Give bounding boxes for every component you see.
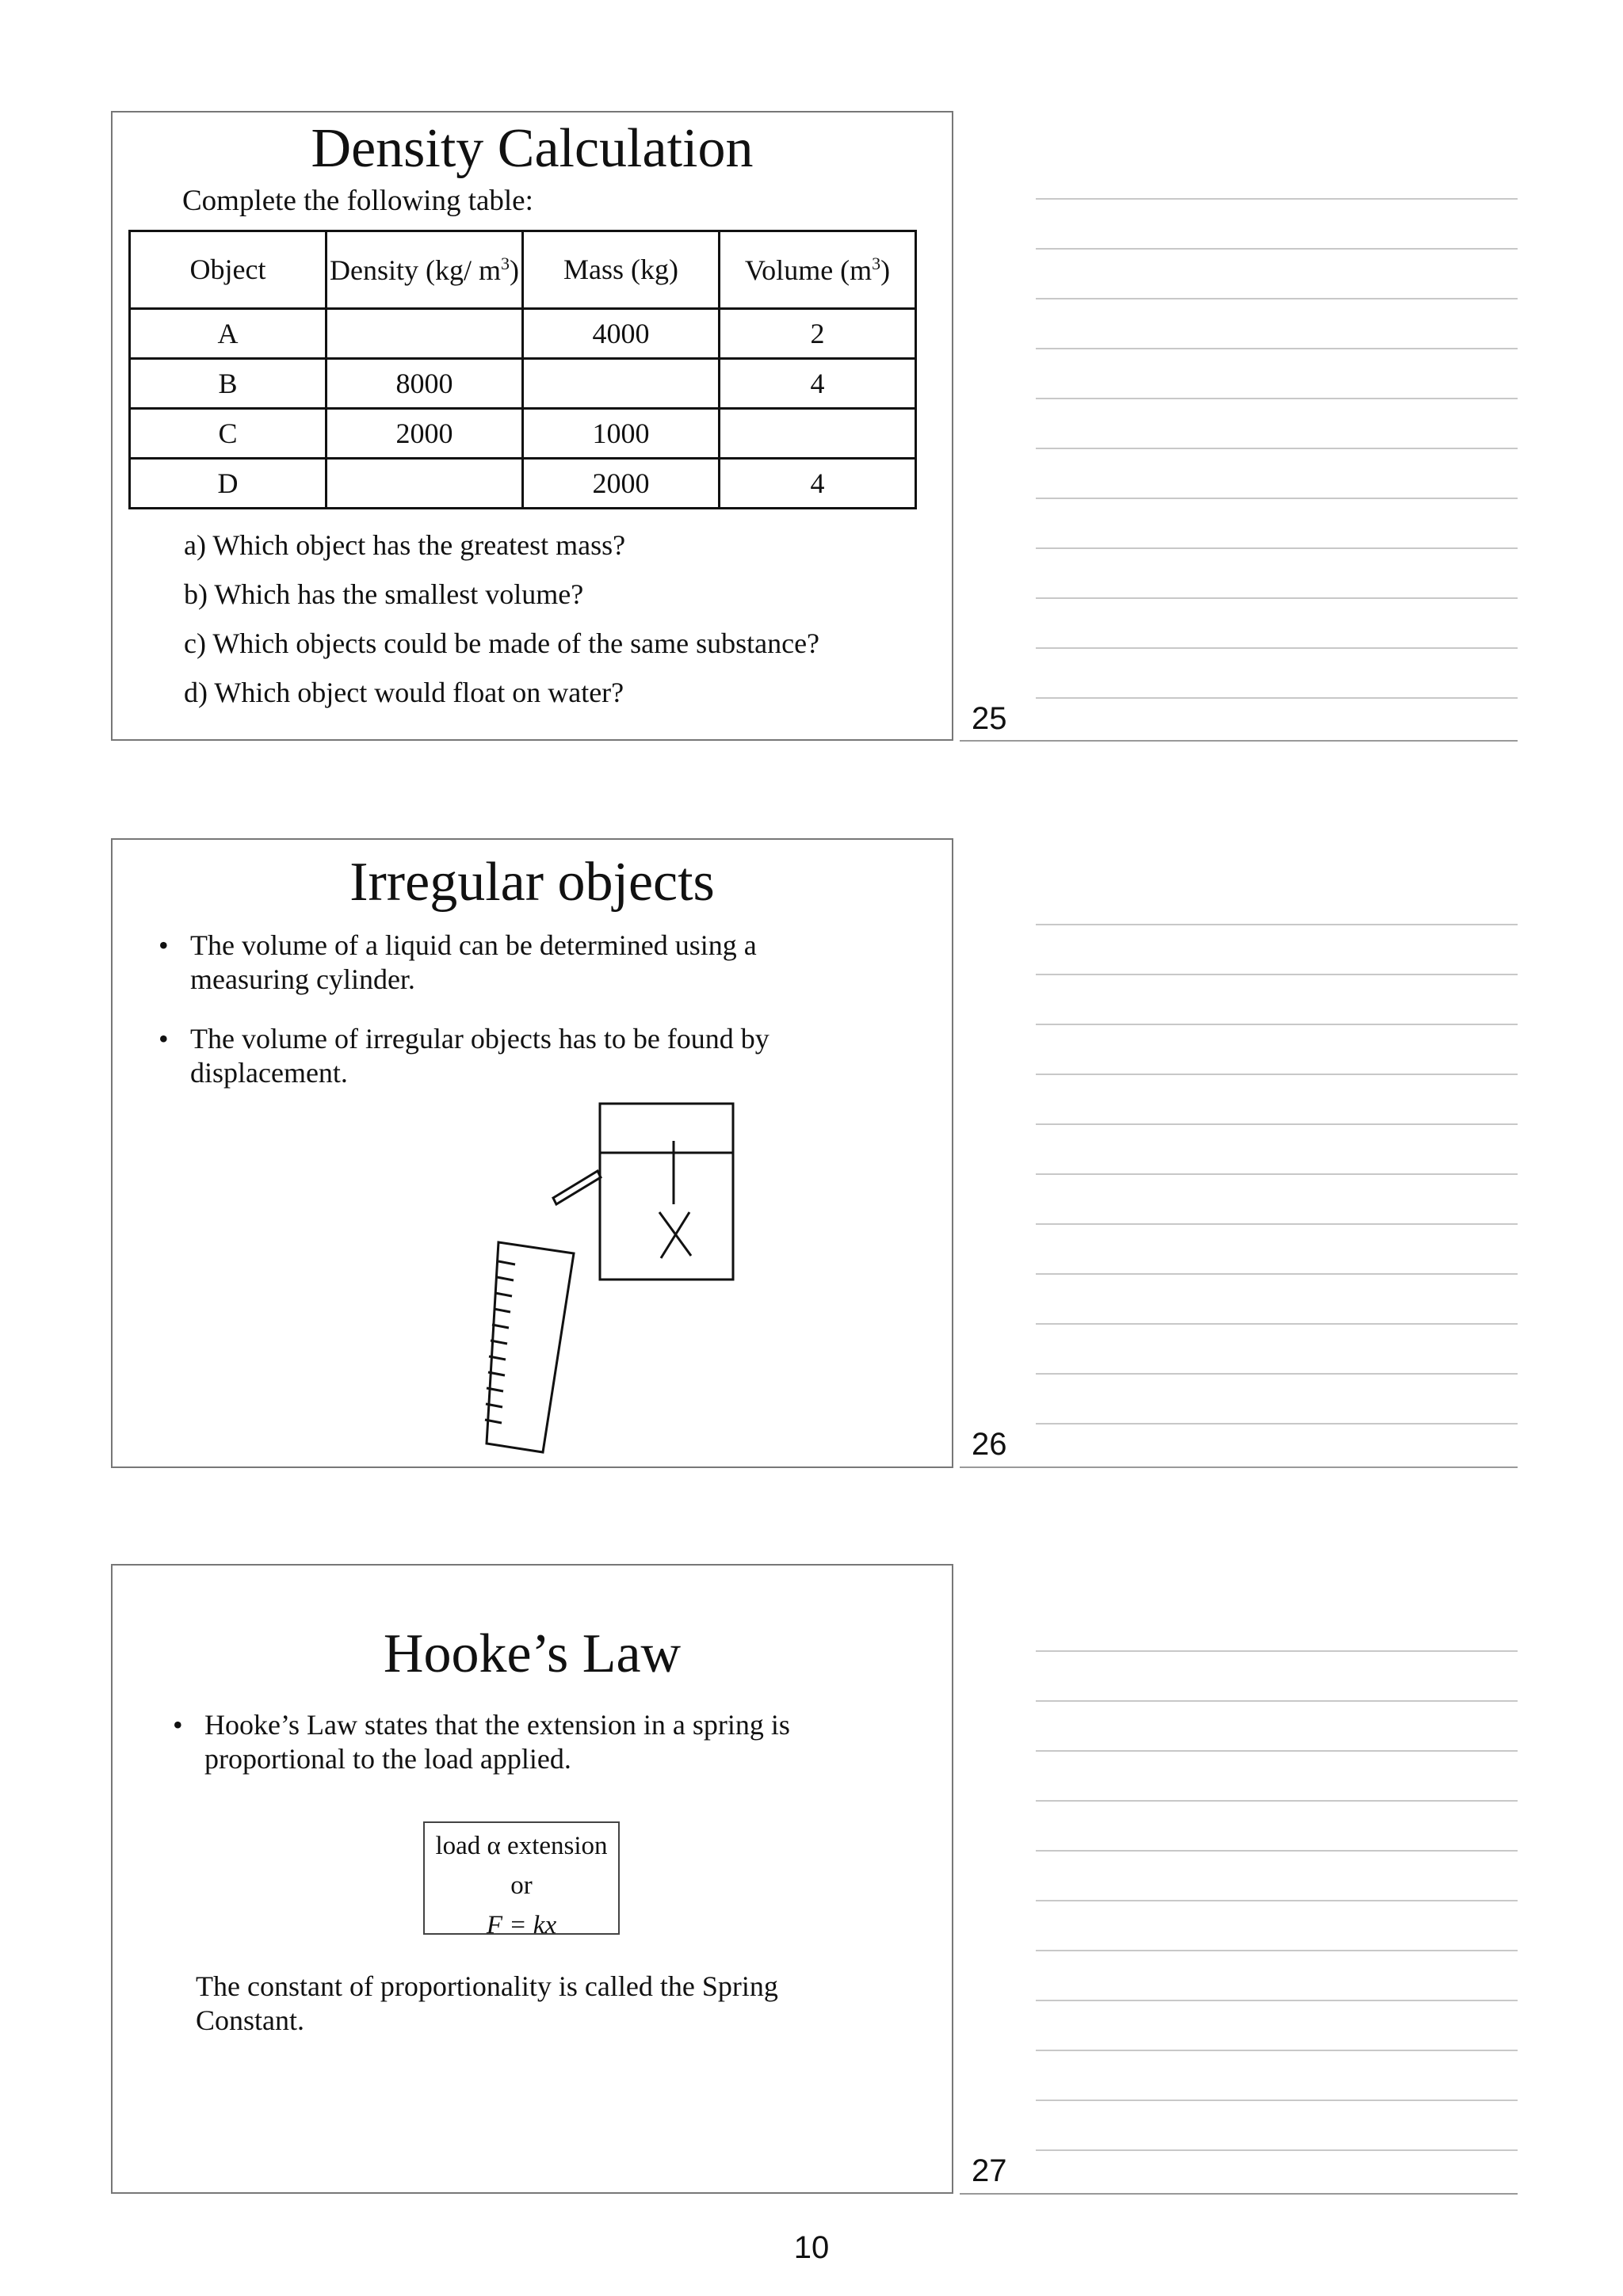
displacement-diagram [113, 840, 955, 1470]
table-row [130, 409, 916, 459]
slide-number: 27 [972, 2153, 1007, 2188]
note-line [1036, 547, 1518, 549]
note-line [1036, 1024, 1518, 1025]
table-row [130, 359, 916, 409]
table-cell [720, 409, 916, 459]
bullet-item: • Hooke’s Law states that the extension in a spring is proportional to the load applied. [173, 1708, 886, 1776]
table-header: Volume $(m^3)$ [720, 231, 916, 309]
formula-proportional: load α extension [435, 1832, 608, 1860]
slide-number: 25 [972, 701, 1007, 736]
ruler [487, 1242, 574, 1452]
table-row [130, 459, 916, 509]
slide-title: Hooke’s Law [383, 1623, 682, 1684]
note-line [1036, 1273, 1518, 1275]
note-line [1036, 1750, 1518, 1752]
slide-intro: Complete the following table: [182, 185, 533, 217]
note-line [1036, 398, 1518, 399]
note-line [1036, 498, 1518, 499]
table-cell [327, 459, 523, 509]
table-header-row [130, 231, 916, 309]
table-header: Density (kg/ $m^3$) [327, 231, 523, 309]
table-cell: C [130, 409, 327, 459]
question-c: c) Which objects could be made of the same substance? [184, 627, 820, 659]
note-line [1036, 1074, 1518, 1075]
table-cell: 4 [720, 459, 916, 509]
question-b: b) Which has the smallest volume? [184, 578, 584, 610]
notes-baseline [960, 1466, 1518, 1468]
note-line [1036, 448, 1518, 449]
density-table [128, 230, 917, 509]
table-cell: 1000 [523, 409, 720, 459]
note-line [1036, 1323, 1518, 1325]
slide-density-calculation [111, 111, 953, 741]
table-cell: B [130, 359, 327, 409]
slide-title: Irregular objects [349, 852, 715, 913]
note-line [1036, 198, 1518, 200]
note-line [1036, 1123, 1518, 1125]
table-cell: A [130, 309, 327, 359]
table-cell: 4 [720, 359, 916, 409]
note-line [1036, 1650, 1518, 1652]
spout [553, 1171, 601, 1204]
note-line [1036, 1223, 1518, 1225]
notes-baseline [960, 740, 1518, 742]
note-line [1036, 974, 1518, 975]
beaker [600, 1104, 733, 1280]
note-line [1036, 2100, 1518, 2101]
bullet-item: • The volume of irregular objects has to be found by displacement. [158, 1022, 872, 1090]
question-d: d) Which object would float on water? [184, 677, 624, 708]
note-line [1036, 1173, 1518, 1175]
slide-number: 26 [972, 1427, 1007, 1462]
note-line [1036, 697, 1518, 699]
note-line [1036, 1950, 1518, 1951]
formula-box [423, 1821, 620, 1939]
note-line [1036, 1373, 1518, 1375]
note-line [1036, 248, 1518, 250]
note-line [1036, 1423, 1518, 1425]
note-line [1036, 1800, 1518, 1802]
table-cell: 2000 [327, 409, 523, 459]
bullet-list [173, 1708, 886, 1802]
notes-baseline [960, 2193, 1518, 2195]
table-cell: D [130, 459, 327, 509]
table-header: Object [130, 231, 327, 309]
table-cell: 2 [720, 309, 916, 359]
question-list [184, 521, 819, 717]
bullet-item: • The volume of a liquid can be determined using a measuring cylinder. [158, 929, 872, 997]
table-cell [523, 359, 720, 409]
spring-constant-note: The constant of proportionality is called the Spring Constant. [196, 1970, 778, 2036]
table-cell [327, 309, 523, 359]
formula-equation: F = kx [486, 1911, 557, 1939]
table-cell: 4000 [523, 309, 720, 359]
table-row [130, 309, 916, 359]
slide-irregular-objects [111, 838, 953, 1468]
note-line [1036, 298, 1518, 299]
table-cell: 8000 [327, 359, 523, 409]
note-line [1036, 924, 1518, 925]
formula-or: or [510, 1871, 533, 1900]
note-line [1036, 1900, 1518, 1901]
question-a: a) Which object has the greatest mass? [184, 529, 626, 561]
slide-title: Density Calculation [311, 118, 754, 179]
slide-hookes-law [111, 1564, 953, 2194]
note-line [1036, 2050, 1518, 2051]
table-header: Mass (kg) [523, 231, 720, 309]
note-line [1036, 597, 1518, 599]
table-cell: 2000 [523, 459, 720, 509]
page-number: 10 [793, 2230, 830, 2265]
note-line [1036, 1850, 1518, 1852]
note-line [1036, 348, 1518, 349]
note-line [1036, 1700, 1518, 1702]
note-line [1036, 2000, 1518, 2001]
note-line [1036, 647, 1518, 649]
note-line [1036, 2149, 1518, 2151]
